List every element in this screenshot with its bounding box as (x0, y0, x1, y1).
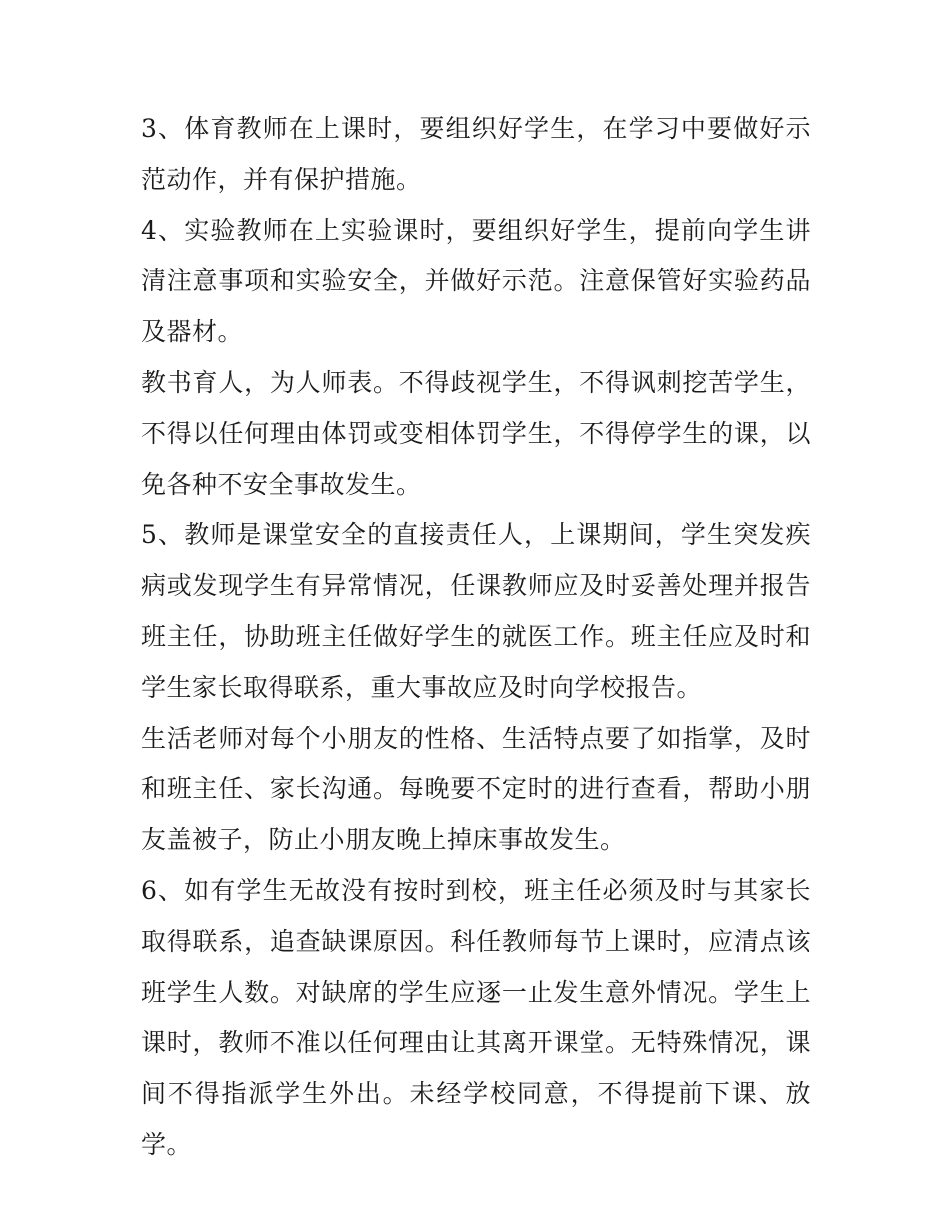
paragraph-rule-5: 5、教师是课堂安全的直接责任人，上课期间，学生突发疾病或发现学生有异常情况，任课教师应及时妥善处理并报告班主任，协助班主任做好学生的就医工作。班主任应及时和学生家长取得联系，重大事故应及时向学校报告。 (141, 520, 811, 702)
paragraph-rule-4: 4、实验教师在上实验课时，要组织好学生，提前向学生讲清注意事项和实验安全，并做好示范。注意保管好实验药品及器材。 (141, 215, 811, 347)
paragraph-rule-3: 3、体育教师在上课时，要组织好学生，在学习中要做好示范动作，并有保护措施。 (141, 114, 811, 194)
paragraph-life-teacher: 生活老师对每个小朋友的性格、生活特点要了如指掌，及时和班主任、家长沟通。每晚要不定时的进行查看，帮助小朋友盖被子，防止小朋友晚上掉床事故发生。 (141, 723, 811, 855)
document-page (141, 104, 811, 1171)
paragraph-rule-6: 6、如有学生无故没有按时到校，班主任必须及时与其家长取得联系，追查缺课原因。科任教师每节上课时，应清点该班学生人数。对缺席的学生应逐一止发生意外情况。学生上课时，教师不准以任何理由让其离开课堂。无特殊情况，课间不得指派学生外出。未经学校同意，不得提前下课、放学。 (141, 875, 811, 1159)
paragraph-teacher-conduct: 教书育人，为人师表。不得歧视学生，不得讽刺挖苦学生，不得以任何理由体罚或变相体罚学生，不得停学生的课，以免各种不安全事故发生。 (141, 367, 811, 499)
